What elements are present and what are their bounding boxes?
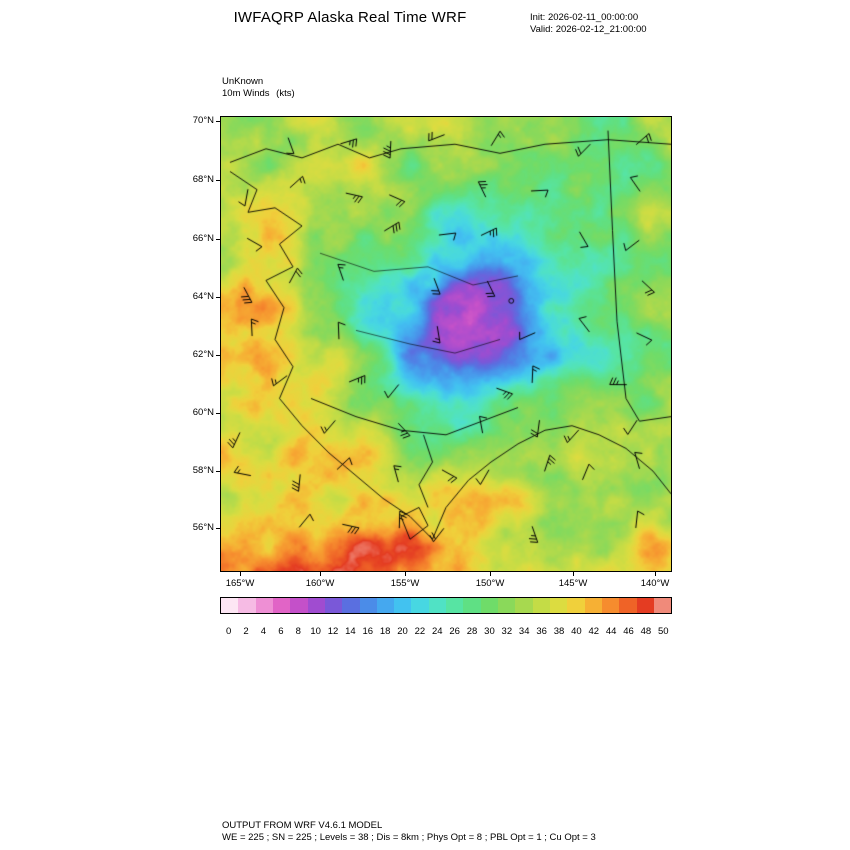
latitude-tick xyxy=(216,471,220,472)
colorbar-swatch xyxy=(325,598,342,613)
latitude-tick xyxy=(216,355,220,356)
colorbar-tick-label: 24 xyxy=(432,626,443,637)
colorbar-tick-label: 46 xyxy=(623,626,634,637)
colorbar-swatch xyxy=(602,598,619,613)
colorbar-tick-label: 10 xyxy=(310,626,321,637)
footer-block xyxy=(222,820,596,844)
colorbar-swatch xyxy=(308,598,325,613)
colorbar-tick-label: 18 xyxy=(379,626,391,637)
colorbar-tick-label: 44 xyxy=(605,626,617,637)
longitude-tick xyxy=(405,572,406,576)
colorbar-tick-label: 50 xyxy=(658,626,669,637)
latitude-tick xyxy=(216,239,220,240)
colorbar-tick-label: 14 xyxy=(345,626,356,637)
colorbar-tick-label: 4 xyxy=(260,626,267,637)
latitude-tick-label: 64°N xyxy=(192,291,214,302)
colorbar-swatch xyxy=(411,598,428,613)
model-label: UnKnown xyxy=(222,76,264,87)
colorbar-swatch xyxy=(429,598,446,613)
run-time-block xyxy=(530,12,647,36)
colorbar-swatch xyxy=(342,598,359,613)
longitude-tick xyxy=(320,572,321,576)
latitude-tick xyxy=(216,297,220,298)
colorbar-tick-label: 38 xyxy=(553,626,565,637)
colorbar-tick-label: 0 xyxy=(226,626,232,637)
colorbar-tick-label: 16 xyxy=(362,626,374,637)
colorbar-swatch xyxy=(256,598,273,613)
colorbar-swatch xyxy=(533,598,550,613)
latitude-tick-label: 70°N xyxy=(192,115,214,126)
colorbar-tick-label: 34 xyxy=(518,626,530,637)
longitude-tick xyxy=(240,572,241,576)
colorbar-tick-label: 26 xyxy=(449,626,460,637)
colorbar-tick-label: 40 xyxy=(571,626,582,637)
colorbar-tick-label: 32 xyxy=(501,626,513,637)
colorbar-swatch xyxy=(238,598,255,613)
colorbar-tick-labels xyxy=(220,626,672,640)
colorbar-swatch xyxy=(567,598,584,613)
colorbar-tick-label: 12 xyxy=(327,626,339,637)
colorbar-swatch xyxy=(654,598,671,613)
longitude-tick xyxy=(573,572,574,576)
colorbar-tick-label: 8 xyxy=(295,626,301,637)
longitude-tick xyxy=(490,572,491,576)
page-title: IWFAQRP Alaska Real Time WRF xyxy=(233,9,467,26)
init-time-label: Init: 2026-02-11_00:00:00 xyxy=(530,12,639,23)
colorbar-swatch xyxy=(550,598,567,613)
latitude-tick xyxy=(216,528,220,529)
latitude-tick-label: 62°N xyxy=(192,349,214,360)
colorbar-swatch xyxy=(463,598,480,613)
latitude-tick-label: 66°N xyxy=(192,233,214,244)
colorbar-tick-label: 36 xyxy=(536,626,547,637)
colorbar-swatch xyxy=(498,598,515,613)
colorbar xyxy=(220,597,672,614)
colorbar-tick-label: 2 xyxy=(243,626,249,637)
colorbar-tick-label: 48 xyxy=(640,626,652,637)
colorbar-swatch xyxy=(360,598,377,613)
longitude-tick-label: 150°W xyxy=(475,578,505,589)
longitude-tick xyxy=(655,572,656,576)
colorbar-swatch xyxy=(515,598,532,613)
colorbar-tick-label: 6 xyxy=(278,626,284,637)
colorbar-tick-label: 42 xyxy=(588,626,600,637)
colorbar-tick-label: 20 xyxy=(397,626,408,637)
variable-label: 10m Winds xyxy=(222,88,270,99)
colorbar-tick-label: 30 xyxy=(484,626,495,637)
longitude-tick-label: 165°W xyxy=(225,578,255,589)
latitude-tick-label: 56°N xyxy=(192,522,214,533)
colorbar-swatch xyxy=(481,598,498,613)
colorbar-swatch xyxy=(377,598,394,613)
colorbar-swatch xyxy=(394,598,411,613)
colorbar-swatch xyxy=(637,598,654,613)
latitude-tick xyxy=(216,121,220,122)
latitude-tick xyxy=(216,413,220,414)
colorbar-swatch xyxy=(273,598,290,613)
colorbar-swatch xyxy=(619,598,636,613)
latitude-tick-label: 68°N xyxy=(192,174,214,185)
wind-speed-raster xyxy=(221,117,671,571)
longitude-tick-label: 155°W xyxy=(390,578,420,589)
map-plot-area xyxy=(220,116,672,572)
longitude-tick-label: 145°W xyxy=(558,578,588,589)
latitude-tick xyxy=(216,180,220,181)
colorbar-tick-label: 28 xyxy=(466,626,478,637)
footer-line-2: WE = 225 ; SN = 225 ; Levels = 38 ; Dis = 8km ; Phys Opt = 8 ; PBL Opt = 1 ; Cu Opt = 3 xyxy=(222,832,596,843)
latitude-tick-label: 60°N xyxy=(192,407,214,418)
colorbar-swatch xyxy=(290,598,307,613)
colorbar-tick-label: 22 xyxy=(414,626,426,637)
longitude-tick-label: 160°W xyxy=(305,578,335,589)
colorbar-swatch xyxy=(221,598,238,613)
colorbar-swatch xyxy=(585,598,602,613)
footer-line-1: OUTPUT FROM WRF V4.6.1 MODEL xyxy=(222,820,383,831)
field-info-block xyxy=(222,76,299,100)
valid-time-label: Valid: 2026-02-12_21:00:00 xyxy=(530,24,647,35)
longitude-tick-label: 140°W xyxy=(640,578,670,589)
units-label: (kts) xyxy=(276,88,295,99)
colorbar-swatch xyxy=(446,598,463,613)
latitude-tick-label: 58°N xyxy=(192,465,214,476)
